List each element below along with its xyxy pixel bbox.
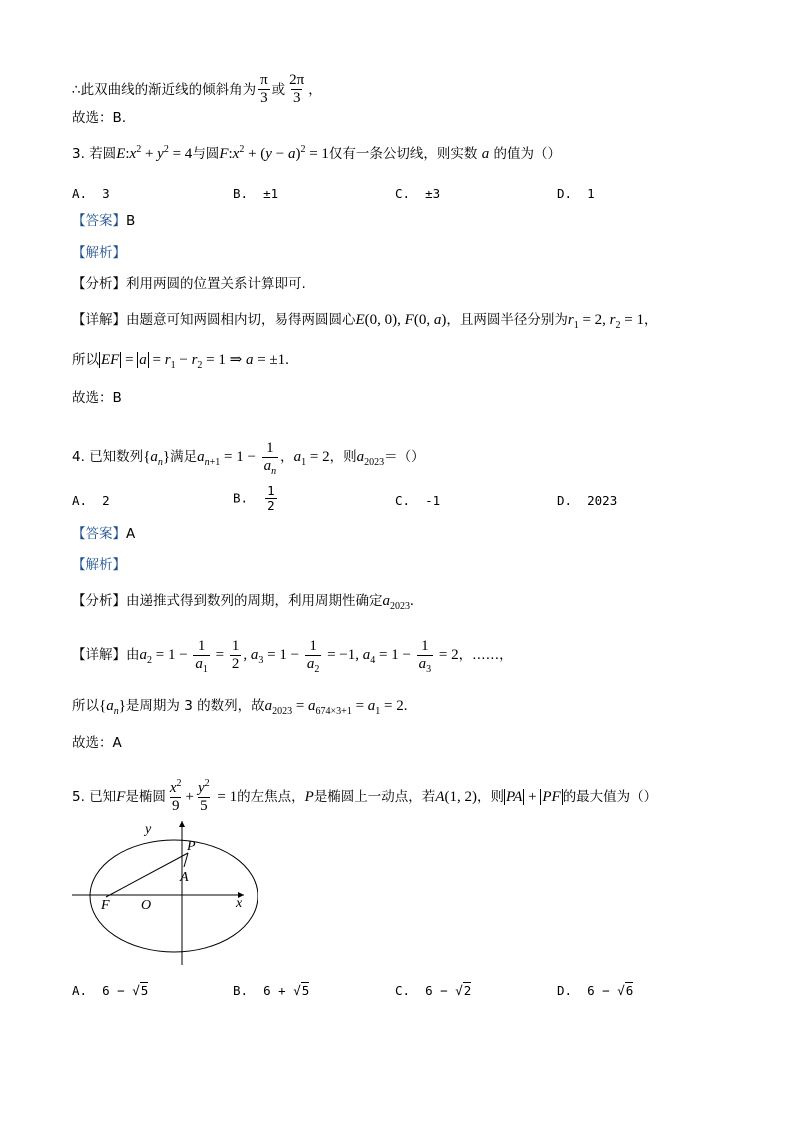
fraction-2pi-3: $\frac{2\pi}{3}$ — [289, 72, 305, 107]
q3-option-d[interactable]: D. 1 — [557, 186, 595, 201]
q3-circle-f-equation: $F:x^2 + (y - a)^2 = 1$ — [219, 144, 329, 162]
q5-option-d[interactable]: D. 6 − √6 — [557, 983, 634, 998]
q4-xiangjie: 【详解】由$a_2 = 1$ − $\frac{1}{a_1}$ = $\frac{1}{2}$ , $a_3 = 1$ − $\frac{1}{a_2}$ = −1, $a_4 = 1$ − $\frac{1}{a_3}$ = 2，……， — [72, 638, 513, 676]
fraction-pi-3: $\frac{\pi}{3}$ — [260, 72, 268, 107]
q3-derivation-formula: EF = $a = r_1 - r_2 = 1$ ⇒ a = ±1. — [101, 352, 289, 371]
q4-derivation-formula: $a_{2023} = a_{674\times 3+1} = a_1 = 2$. — [264, 698, 408, 717]
q4-target: $a_{2023}$ — [356, 449, 385, 469]
q3-xiangjie: 【详解】由题意可知两圆相内切，易得两圆圆心E(0, 0), F(0, a)，且两圆半径分别为$r_1 = 2$, $r_2 = 1$， — [72, 312, 658, 331]
q5-option-a[interactable]: A. 6 − √5 — [72, 983, 149, 998]
q5-point-a: A(1, 2) — [435, 789, 477, 806]
label-a: A — [180, 870, 189, 885]
q4-initial: $a_1 = 2$ — [293, 449, 330, 469]
q3-option-a[interactable]: A. 3 — [72, 186, 110, 201]
q5-expression: PA + PF — [505, 789, 561, 806]
q5-ellipse-figure — [68, 815, 258, 975]
q3-centers: E(0, 0), F(0, a) — [355, 312, 447, 328]
prev-conclusion: ∴此双曲线的渐近线的倾斜角为 $\frac{\pi}{3}$ 或 $\frac{2\pi}{3}$ ， — [72, 72, 322, 107]
q4-option-b[interactable]: B. $\frac{1}{2}$ — [233, 483, 275, 514]
q5-stem: 5. 已知F是椭圆 $\frac{x^2}{9}$ + $\frac{y^2}{5}$ = 1的左焦点，P是椭圆上一动点，若A(1, 2)，则 PA + PF 的最大值为（） — [72, 778, 658, 815]
prev-answer: 故选：B. — [72, 110, 127, 126]
q3-option-b[interactable]: B. ±1 — [233, 186, 279, 201]
q4-sequence: $\{a_n\}$ — [143, 449, 171, 469]
q4-fenxi: 【分析】由递推式得到数列的周期，利用周期性确定$a_{2023}$. — [72, 593, 414, 612]
segment-fp — [106, 853, 188, 897]
label-f: F — [101, 898, 110, 913]
q4-option-a[interactable]: A. 2 — [72, 493, 110, 508]
q3-stem: 3. 若圆$E:x^2 + y^2 = 4$与圆$F:x^2 + (y - a)^2 = 1$仅有一条公切线，则实数 a 的值为（） — [72, 144, 561, 162]
q3-answer: 【答案】B — [72, 213, 136, 229]
label-o: O — [141, 898, 152, 913]
q4-option-d[interactable]: D. 2023 — [557, 493, 618, 508]
q5-option-c[interactable]: C. 6 − √2 — [395, 983, 472, 998]
q3-radii: $r_1 = 2$, $r_2 = 1$ — [567, 312, 644, 331]
q4-derivation: 所以$\{a_n\}$是周期为 3 的数列，故$a_{2023} = a_{674\times 3+1} = a_1 = 2$. — [72, 698, 408, 717]
q3-fenxi: 【分析】利用两圆的位置关系计算即可. — [72, 276, 306, 292]
q4-terms: $a_2 = 1$ − $\frac{1}{a_1}$ = $\frac{1}{2}$ , $a_3 = 1$ − $\frac{1}{a_2}$ = −1, $a_4 = 1$ − $\frac{1}{a_3}$ = 2 — [139, 638, 459, 676]
q5-ellipse-equation: $\frac{x^2}{9}$ + $\frac{y^2}{5}$ = 1 — [169, 778, 238, 815]
q4-final: 故选：A — [72, 735, 122, 751]
label-p: P — [187, 839, 196, 854]
q3-analysis-tag: 【解析】 — [72, 245, 126, 261]
q4-stem: 4. 已知数列$\{a_n\}$满足$a_{n+1} = 1$ − $\frac{1}{a_n}$ ，$a_1 = 2$，则$a_{2023}=()$ — [72, 440, 425, 478]
q3-option-c[interactable]: C. ±3 — [395, 186, 441, 201]
q3-circle-e-equation: $E:x^2 + y^2 = 4$ — [116, 144, 193, 162]
q3-final: 故选：B — [72, 390, 122, 406]
q3-derivation: 所以 EF = $a = r_1 - r_2 = 1$ ⇒ a = ±1. — [72, 352, 289, 371]
q4-analysis-tag: 【解析】 — [72, 557, 126, 573]
q4-option-c[interactable]: C. -1 — [395, 493, 441, 508]
label-x: x — [236, 896, 243, 911]
q4-recurrence: $a_{n+1} = 1$ − $\frac{1}{a_n}$ — [197, 440, 277, 478]
label-y: y — [145, 822, 152, 837]
q5-option-b[interactable]: B. 6 + √5 — [233, 983, 310, 998]
q4-answer: 【答案】A — [72, 526, 136, 542]
ellipse-curve — [90, 840, 258, 952]
